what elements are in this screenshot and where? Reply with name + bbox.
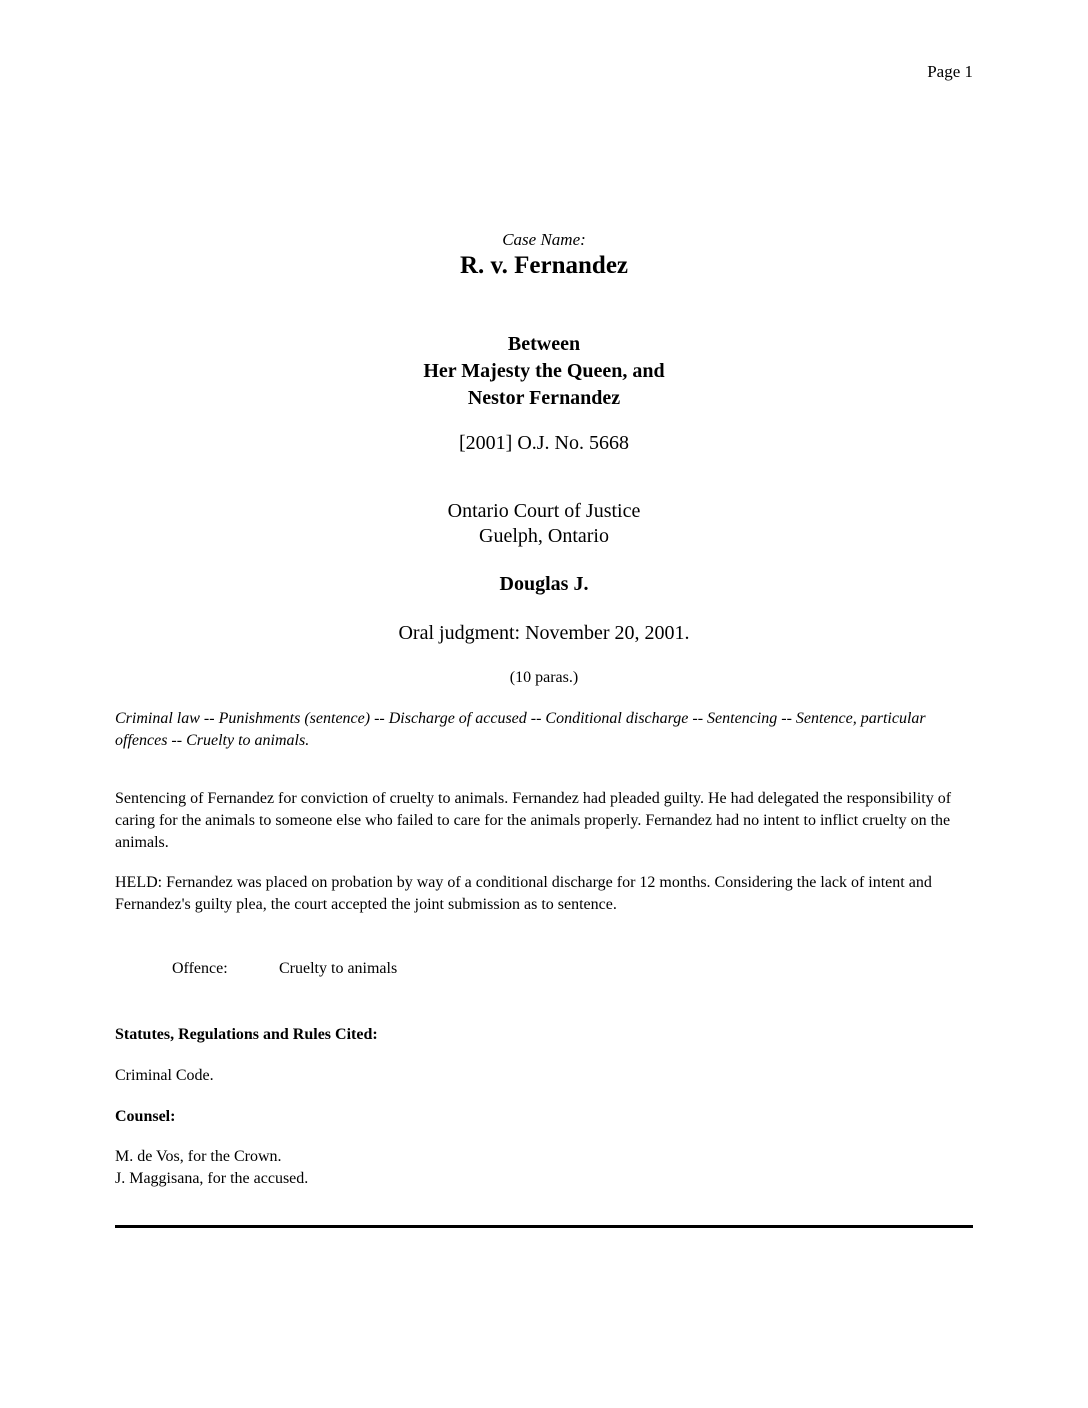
offence-row: [172, 960, 397, 978]
judgment-date: Oral judgment: November 20, 2001.: [398, 622, 690, 644]
court-location: Guelph, Ontario: [479, 525, 609, 547]
statutes-heading: Statutes, Regulations and Rules Cited:: [115, 1026, 378, 1043]
judge-name: Douglas J.: [499, 573, 589, 595]
offence-value: Cruelty to animals: [279, 960, 398, 977]
case-title: R. v. Fernandez: [459, 252, 629, 279]
counsel-entry-crown: M. de Vos, for the Crown.: [115, 1148, 282, 1165]
party-two: Nestor Fernandez: [467, 387, 621, 409]
counsel-heading: Counsel:: [115, 1108, 176, 1125]
parties-block: [0, 331, 1088, 412]
offence-label: Offence:: [172, 960, 228, 977]
court-block: [0, 499, 1088, 549]
case-citation: [2001] O.J. No. 5668: [459, 432, 629, 454]
counsel-list: [115, 1146, 308, 1190]
counsel-entry-accused: J. Maggisana, for the accused.: [115, 1170, 309, 1187]
party-one: Her Majesty the Queen, and: [423, 360, 665, 382]
statutes-text: Criminal Code.: [115, 1067, 214, 1084]
facts-summary: Sentencing of Fernandez for conviction of cruelty to animals. Fernandez had pleaded guilty. He had delegated the responsibility of caring for the animals to someone else who failed to care for the animals properly. Fernandez had no intent to inflict cruelty on the animals.: [115, 790, 952, 851]
horizontal-rule: [115, 1225, 973, 1228]
catchwords: Criminal law -- Punishments (sentence) -- Discharge of accused -- Conditional discharge -- Sentencing -- Sentence, particular offences -- Cruelty to animals.: [115, 710, 926, 749]
held-summary: HELD: Fernandez was placed on probation by way of a conditional discharge for 12 months. Considering the lack of intent and Fernandez's guilty plea, the court accepted the joint submission as to sentence.: [115, 874, 932, 913]
case-name-label: Case Name:: [502, 230, 586, 249]
court-name: Ontario Court of Justice: [447, 500, 641, 522]
paragraph-count: (10 paras.): [509, 669, 579, 686]
page-number: Page 1: [927, 62, 973, 81]
between-label: Between: [507, 333, 581, 355]
